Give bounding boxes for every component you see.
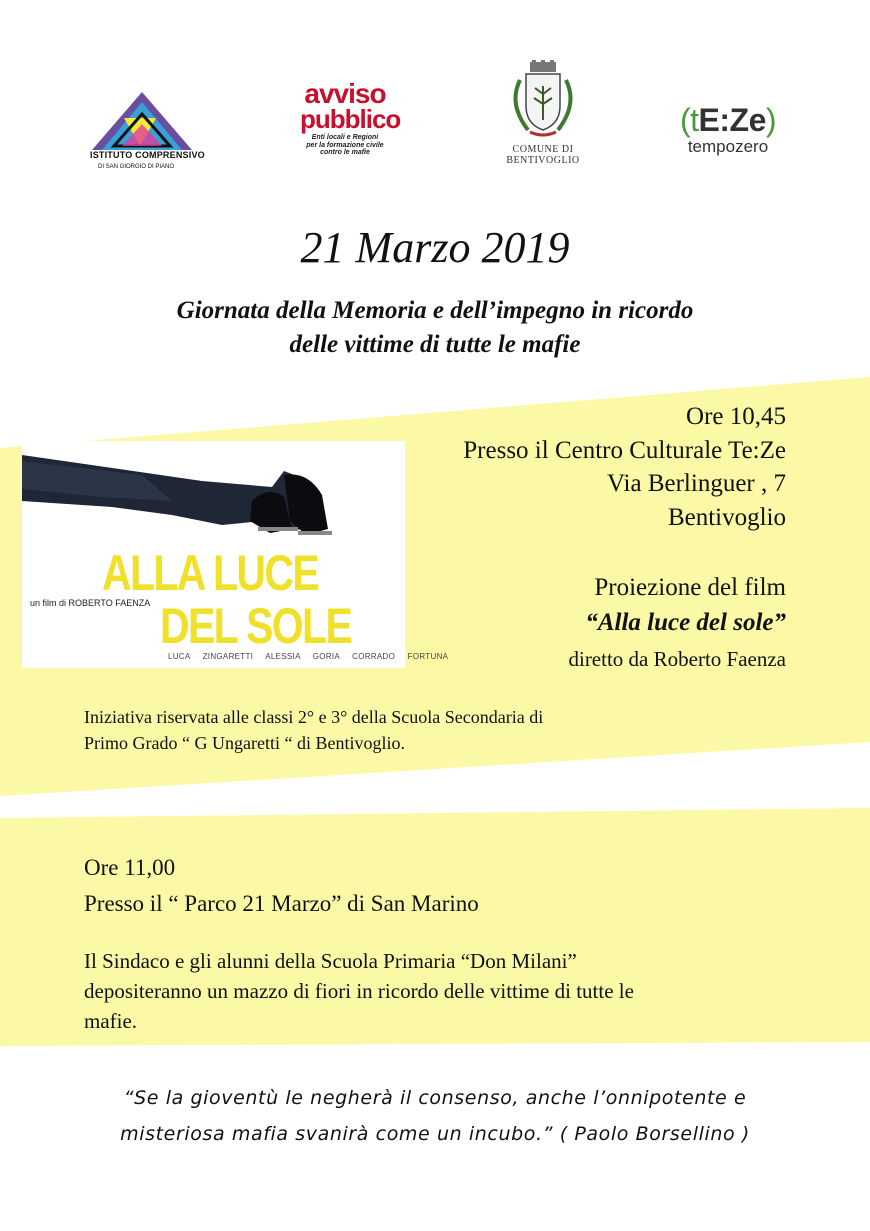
school-logo-sub: DI SAN GIORGIO DI PIANO <box>98 164 175 170</box>
avviso-pubblico-logo <box>300 78 401 172</box>
comune-bentivoglio-logo <box>500 60 586 168</box>
event1-film-title: “Alla luce del sole” <box>585 609 786 636</box>
event1-town: Bentivoglio <box>667 504 786 531</box>
poster-director-credit: un film di ROBERTO FAENZA <box>30 598 151 608</box>
poster-title-line2: DEL SOLE <box>160 598 352 654</box>
event1-street: Via Berlinguer , 7 <box>606 470 786 497</box>
avviso-logo-sub3: contro le mafie <box>320 149 370 157</box>
avviso-logo-line1: avviso <box>304 78 386 109</box>
event2-desc-line3: mafie. <box>84 1009 138 1033</box>
quote-line1: “Se la gioventù le negherà il consenso, anche l’onnipotente e <box>123 1087 747 1109</box>
avviso-logo-sub2: per la formazione civile <box>306 141 384 149</box>
quote-line2: misteriosa mafia svanirà come un incubo.” ( Paolo Borsellino ) <box>120 1123 750 1145</box>
headline-line2: delle vittime di tutte le mafie <box>289 331 581 358</box>
poster-cast: LUCA ZINGARETTI ALESSIA GORIA CORRADO FORTUNA <box>168 652 449 661</box>
comune-logo-line1: COMUNE DI <box>512 144 574 155</box>
teze-logo <box>670 104 786 174</box>
headline-line1: Giornata della Memoria e dell’impegno in ricordo <box>176 297 694 324</box>
teze-paren-close: ) <box>765 102 777 138</box>
event1-label: Proiezione del film <box>594 574 786 601</box>
event2-desc-line2: depositeranno un mazzo di fiori in ricordo delle vittime di tutte le <box>84 979 634 1003</box>
lying-man-icon <box>22 441 405 551</box>
headline <box>0 294 870 362</box>
teze-logo-main <box>670 104 786 136</box>
poster-title-line1: ALLA LUCE <box>102 545 319 601</box>
event2-time: Ore 11,00 <box>84 855 176 880</box>
event1-note-line1: Iniziativa riservata alle classi 2° e 3° della Scuola Secondaria di <box>84 707 544 727</box>
avviso-logo-line2: pubblico <box>300 104 401 134</box>
event2-desc-line1: Il Sindaco e gli alunni della Scuola Primaria “Don Milani” <box>84 949 577 973</box>
teze-logo-mid: E:Ze <box>698 102 766 138</box>
event2-place: Presso il “ Parco 21 Marzo” di San Marino <box>84 891 479 916</box>
event1-note-line2: Primo Grado “ G Ungaretti “ di Bentivoglio. <box>84 733 405 753</box>
teze-paren-open: (t <box>679 102 699 138</box>
school-logo <box>84 88 205 174</box>
event2-header <box>84 850 479 922</box>
event1-note <box>84 704 724 756</box>
school-logo-name: ISTITUTO COMPRENSIVO <box>90 150 205 160</box>
school-triangle-icon <box>84 88 200 158</box>
event2-description <box>84 946 784 1036</box>
event1-director: diretto da Roberto Faenza <box>568 647 786 671</box>
event-date: 21 Marzo 2019 <box>300 223 570 272</box>
event1-place: Presso il Centro Culturale Te:Ze <box>463 437 786 464</box>
coat-of-arms-icon <box>500 60 586 140</box>
comune-logo-line2: BENTIVOGLIO <box>506 154 580 166</box>
film-poster <box>22 441 449 668</box>
avviso-logo-sub1: Enti locali e Regioni <box>311 134 379 141</box>
borsellino-quote <box>0 1080 870 1152</box>
teze-logo-sub: tempozero <box>687 137 769 156</box>
event1-time: Ore 10,45 <box>686 403 786 430</box>
